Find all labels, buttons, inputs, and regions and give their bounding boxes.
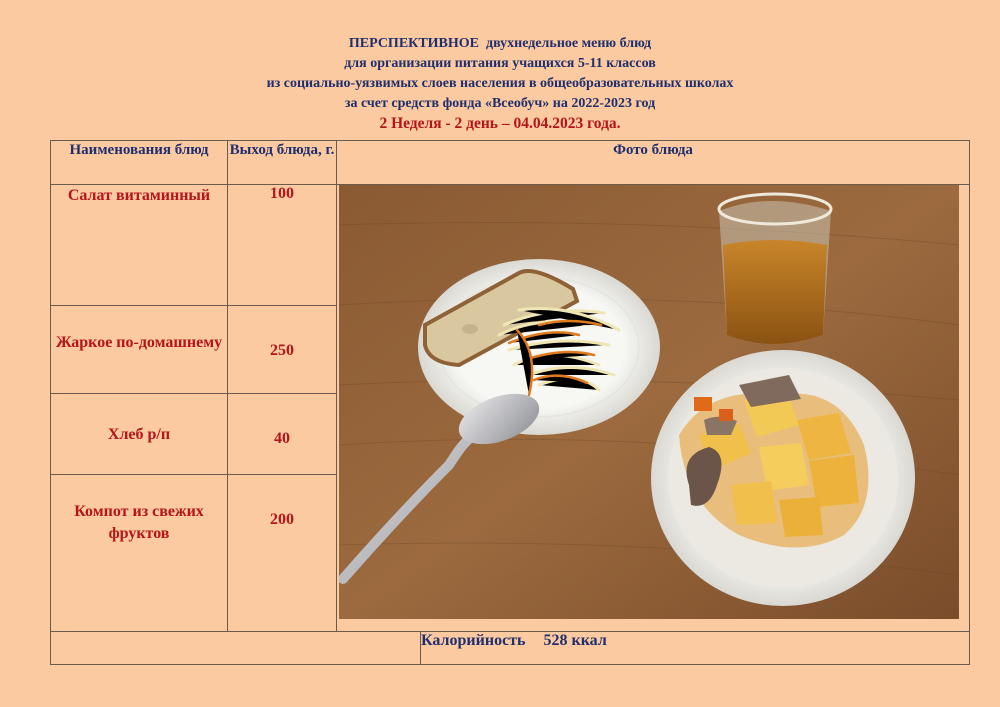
- header-line-3: из социально-уязвимых слоев населения в общеобразовательных школах: [266, 76, 734, 91]
- calories-row: [51, 632, 970, 665]
- calories-value: 528 ккал: [543, 632, 607, 649]
- dish-yield: 100: [228, 185, 337, 306]
- compote: [723, 240, 827, 344]
- menu-table: [50, 140, 970, 665]
- dish-photo-cell: [337, 185, 970, 632]
- meal-photo: [339, 185, 959, 619]
- table-row: [51, 185, 970, 306]
- calories-empty-cell: [51, 632, 421, 665]
- header-title-caps: ПЕРСПЕКТИВНОЕ: [348, 36, 479, 51]
- dish-yield: 250: [228, 306, 337, 394]
- header-line-2: для организации питания учащихся 5-11 классов: [344, 56, 656, 71]
- header-line-1: [0, 34, 1000, 54]
- dish-yield: 200: [228, 475, 337, 632]
- dish-name: Компот из свежих фруктов: [51, 475, 228, 632]
- header-line-4: за счет средств фонда «Всеобуч» на 2022-2023 год: [344, 96, 656, 111]
- dish-name: Хлеб р/п: [51, 394, 228, 475]
- document-header: [0, 34, 1000, 134]
- column-header-yield: Выход блюда, г.: [228, 141, 337, 185]
- dish-name: Салат витаминный: [51, 185, 228, 306]
- calories-label: Калорийность: [421, 632, 526, 649]
- calories-cell: [421, 632, 970, 665]
- dish-name: Жаркое по-домашнему: [51, 306, 228, 394]
- table-header-row: [51, 141, 970, 185]
- header-title-rest: двухнедельное меню блюд: [486, 36, 652, 51]
- column-header-photo: Фото блюда: [337, 141, 970, 185]
- header-date-line: 2 Неделя - 2 день – 04.04.2023 года.: [379, 115, 621, 132]
- dish-yield: 40: [228, 394, 337, 475]
- column-header-dish: Наименования блюд: [51, 141, 228, 185]
